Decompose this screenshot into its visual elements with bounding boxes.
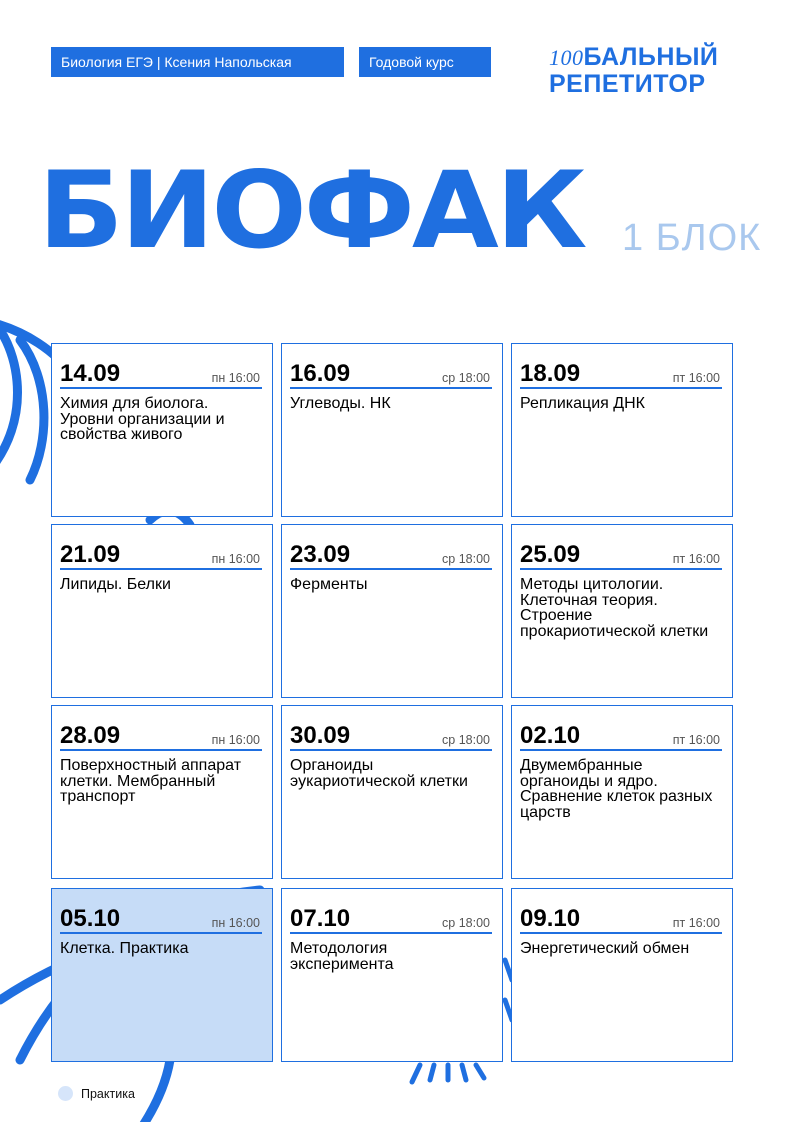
lesson-time: ср 18:00 (442, 916, 490, 930)
logo-word-1: БАЛЬНЫЙ (583, 43, 719, 71)
lesson-date: 30.09 (290, 722, 351, 749)
card-divider (520, 387, 722, 389)
card-divider (290, 749, 492, 751)
lesson-date: 02.10 (520, 722, 581, 749)
schedule-card (281, 524, 503, 698)
lesson-time: ср 18:00 (442, 371, 490, 385)
lesson-date: 07.10 (290, 905, 351, 932)
course-type-tag: Годовой курс (359, 47, 491, 77)
lesson-time: пн 16:00 (211, 916, 260, 930)
lesson-time: пт 16:00 (672, 733, 720, 747)
lesson-time: пт 16:00 (672, 916, 720, 930)
lesson-time: пт 16:00 (672, 371, 720, 385)
card-divider (290, 932, 492, 934)
schedule-card (511, 705, 733, 879)
lesson-time: ср 18:00 (442, 733, 490, 747)
block-label: 1 БЛОК (622, 217, 762, 259)
card-divider (60, 749, 262, 751)
schedule-card-practice (51, 888, 273, 1062)
card-divider (60, 568, 262, 570)
schedule-card (281, 705, 503, 879)
lesson-topic: Двумембранные органоиды и ядро. Сравнение клеток разных царств (520, 757, 713, 821)
lesson-date: 09.10 (520, 905, 581, 932)
card-divider (60, 387, 262, 389)
card-divider (520, 932, 722, 934)
brand-logo (549, 44, 718, 97)
schedule-card (281, 888, 503, 1062)
lesson-date: 21.09 (60, 541, 121, 568)
lesson-topic: Липиды. Белки (60, 576, 171, 593)
schedule-card (51, 524, 273, 698)
schedule-card (51, 343, 273, 517)
lesson-date: 05.10 (60, 905, 121, 932)
lesson-date: 23.09 (290, 541, 351, 568)
lesson-topic: Методология эксперимента (290, 940, 394, 973)
lesson-time: ср 18:00 (442, 552, 490, 566)
lesson-topic: Углеводы. НК (290, 395, 391, 412)
logo-word-2: РЕПЕТИТОР (549, 70, 706, 98)
lesson-date: 28.09 (60, 722, 121, 749)
lesson-topic: Ферменты (290, 576, 368, 593)
lesson-date: 14.09 (60, 360, 121, 387)
card-divider (290, 387, 492, 389)
lesson-topic: Химия для биолога. Уровни организации и свойства живого (60, 395, 225, 443)
lesson-topic: Органоиды эукариотической клетки (290, 757, 468, 790)
legend (58, 1085, 135, 1103)
lesson-topic: Методы цитологии. Клеточная теория. Строение прокариотической клетки (520, 576, 709, 640)
page-title: БИОФАК (38, 149, 585, 272)
course-tag: Биология ЕГЭ | Ксения Напольская (51, 47, 344, 77)
lesson-time: пн 16:00 (211, 552, 260, 566)
lesson-date: 18.09 (520, 360, 581, 387)
schedule-card (511, 343, 733, 517)
card-divider (520, 568, 722, 570)
lesson-time: пн 16:00 (211, 733, 260, 747)
practice-legend-swatch (58, 1086, 73, 1101)
lesson-time: пт 16:00 (672, 552, 720, 566)
schedule-card (51, 705, 273, 879)
schedule-card (511, 524, 733, 698)
lesson-topic: Клетка. Практика (60, 940, 189, 957)
lesson-topic: Репликация ДНК (520, 395, 645, 412)
card-divider (520, 749, 722, 751)
practice-legend-label: Практика (81, 1086, 135, 1101)
schedule-card (281, 343, 503, 517)
logo-number: 100 (549, 45, 584, 70)
lesson-date: 16.09 (290, 360, 351, 387)
schedule-card (511, 888, 733, 1062)
card-divider (60, 932, 262, 934)
card-divider (290, 568, 492, 570)
lesson-topic: Поверхностный аппарат клетки. Мембранный транспорт (60, 757, 242, 805)
lesson-time: пн 16:00 (211, 371, 260, 385)
lesson-topic: Энергетический обмен (520, 940, 690, 957)
lesson-date: 25.09 (520, 541, 581, 568)
